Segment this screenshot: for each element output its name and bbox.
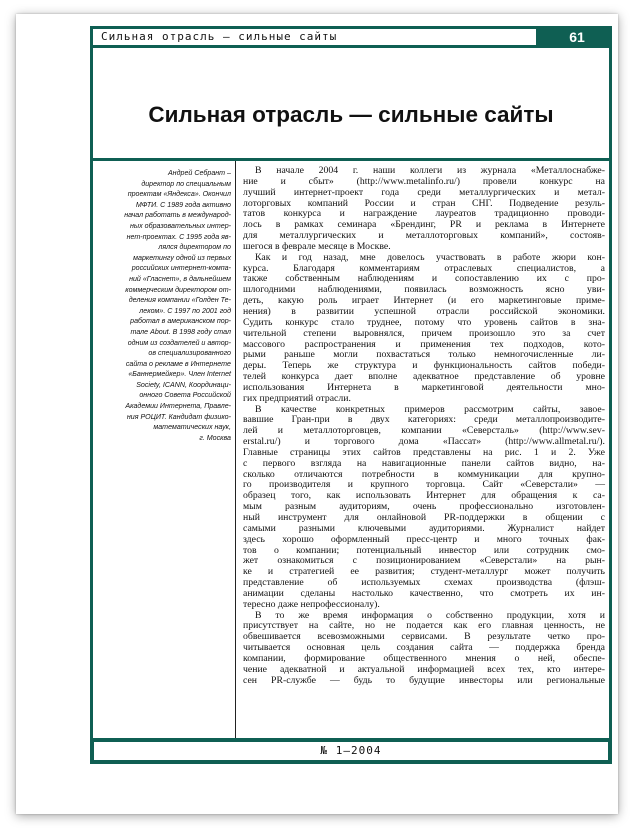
paragraph-line: также собственным наблюдениям и сопоставлению их с про-	[243, 273, 605, 285]
author-bio-line: сайта о рекламе в Интернете	[125, 359, 231, 368]
paragraph-line: Главные страницы этих сайтов представлены на рис. 1 и 2. Уже	[243, 446, 605, 458]
paragraph-line: использования Интернета в маркетинговой деятельности мно-	[243, 381, 605, 393]
paragraph-line: го производителя и крупного торговца. Сайт «Северстали» —	[243, 479, 605, 491]
paragraph-line: лоторговых компаний России и стран СНГ. Подведение резуль-	[243, 197, 605, 209]
author-bio-line: ов специализированного	[148, 349, 231, 358]
paragraph-line: курса. Благодаря комментариям отраслевых специалистов, а	[243, 262, 605, 274]
paragraph-line: мым разным аудиториям, очень профессионально изготовлен-	[243, 501, 605, 513]
running-title: Сильная отрасль – сильные сайты	[93, 29, 536, 45]
paragraph-line: для металлургических и металлоторговых компаний», состояв-	[243, 230, 605, 242]
author-bio-line: математических наук,	[153, 423, 231, 432]
paragraph-line: вавшие Гран-при в двух категориях: среди металлопроизводите-	[243, 414, 605, 426]
paragraph-line: шлогодними наблюдениями, появилась возможность ясно уви-	[243, 284, 605, 296]
paragraph-line: тов о компании; потенциальный инвестор или сотрудник смо-	[243, 544, 605, 556]
magazine-page	[16, 14, 618, 814]
paragraph-line: массового распространения и применения тех подходов, кото-	[243, 338, 605, 350]
author-bio-line: коммерческим директором от-	[125, 285, 231, 294]
author-bio-line: ния РОЦИТ. Кандидат физико-	[126, 412, 231, 421]
author-bio-line: тале About. В 1998 году стал	[130, 327, 231, 336]
column-divider	[235, 161, 236, 745]
paragraph-line: чительной степени выровнялся, причем произошло это за счет	[243, 327, 605, 339]
paragraph-line: здесь хорошо оформленный пресс-центр и много точных фак-	[243, 533, 605, 545]
paragraph-line: erstal.ru/) и торгового дома «Пассат» (http://www.allmetal.ru/).	[243, 436, 605, 448]
header-bar	[90, 26, 612, 48]
paragraph-line: телей конкурса дает вполне адекватное представление об уровне	[243, 371, 605, 383]
paragraph-line: лучший интернет-проект года среди металлургических и метал-	[243, 186, 605, 198]
article-paragraph	[243, 166, 605, 253]
author-bio	[97, 168, 231, 443]
paragraph-line: присутствует на сайте, но не подается как его главная ценность, не	[243, 620, 605, 632]
author-bio-line: онного Совета Российской	[139, 391, 231, 400]
author-bio-line: маркетингу одной из первых	[133, 253, 231, 262]
author-bio-line: директор по специальным	[141, 179, 231, 188]
author-bio-line: Андрей Себрант –	[167, 169, 231, 177]
paragraph-line: представление об используемых схемах производства (флэш-	[243, 577, 605, 589]
author-bio-line: работал в американском пор-	[130, 317, 231, 326]
paragraph-line: деть, какую роль играет Интернет (и его маркетинговые приме-	[243, 295, 605, 307]
paragraph-line: шегося в феврале месяце в Москве.	[243, 240, 391, 252]
footer-bar	[90, 738, 612, 764]
article-title: Сильная отрасль — сильные сайты	[148, 102, 554, 127]
author-bio-line: российских интернет-компа-	[131, 264, 231, 273]
author-bio-line: ний «Гласнет», в дальнейшем	[129, 274, 231, 283]
author-bio-line: ных образовательных интер-	[130, 221, 231, 230]
paragraph-line: сен PR-службе — будь то будущие инвесторы или региональные	[243, 674, 605, 686]
paragraph-line: тересно даже непрофессионалу).	[243, 598, 380, 610]
paragraph-line: Как и год назад, мне довелось участвовать в работе жюри кон-	[255, 251, 605, 263]
paragraph-line: лось в рамках семинара «Брендинг, PR и реклама в Интернете	[243, 219, 605, 231]
paragraph-line: В качестве конкретных примеров рассмотрим сайты, завое-	[255, 403, 605, 415]
paragraph-line: обвешивается всевозможными сервисами. В результате четко про-	[243, 631, 605, 643]
paragraph-line: анимации сделаны настолько качественно, что смотреть их ин-	[243, 587, 605, 599]
author-bio-line: «Баннермейкер». Член Internet	[128, 370, 231, 379]
paragraph-line: лей и металлоторговцев, компании «Северсталь» (http://www.sev-	[243, 425, 605, 437]
page-number: 61	[569, 29, 585, 45]
paragraph-line: ке и стратегией ее развития; студент-металлург может получить	[243, 566, 605, 578]
author-bio-line: Society, ICANN, Координаци-	[136, 380, 231, 389]
paragraph-line: образец того, как использовать Интернет для обращения к са-	[243, 490, 605, 502]
paragraph-line: самыми разными ключевыми аудиториями. Журналист найдет	[243, 522, 605, 534]
paragraph-line: В то же время информация о собственно продукции, хотя и	[255, 609, 605, 621]
paragraph-line: рыми раньше могли похвастаться только немногочисленные ли-	[243, 349, 605, 361]
paragraph-line: татов конкурса и награждение лауреатов традиционно проводи-	[243, 208, 605, 220]
paragraph-line: чение адекватной и актуальной информацией всех тех, кто интере-	[243, 663, 605, 675]
paragraph-line: ние и сбыт» (http://www.metalinfo.ru/) провели конкурс на	[243, 175, 605, 187]
paragraph-line: сколько отличаются потребности в коммуникации для крупно-	[243, 468, 605, 480]
article-paragraph	[243, 253, 605, 405]
paragraph-line: читывается основная цель создания сайта — поддержка бренда	[243, 642, 605, 654]
paragraph-line: компании, формирование общественного мнения о ней, обеспе-	[243, 652, 605, 664]
author-bio-line: начал работать в международ-	[124, 211, 231, 220]
paragraph-line: гих предприятий отрасли.	[243, 392, 351, 404]
author-bio-line: лялся директором по	[158, 243, 231, 252]
author-bio-line: проектам «Яндекса». Окончил	[127, 190, 231, 199]
issue-number: № 1–2004	[94, 742, 608, 760]
paragraph-line: ный инструмент для онлайновой PR-поддержки в общении с	[243, 512, 605, 523]
paragraph-line: Судить конкурс стало труднее, потому что уровень сайтов в зна-	[243, 316, 605, 328]
author-bio-line: Академии Интернета, Правле-	[125, 402, 231, 411]
author-bio-line: нет-проектах. С 1995 года яв-	[126, 232, 231, 241]
paragraph-line: с первого взгляда на навигационные панели сайтов видно, на-	[243, 457, 605, 469]
article-frame	[90, 48, 612, 748]
author-bio-line: одним из создателей и автор-	[127, 338, 231, 347]
article-paragraph	[243, 405, 605, 611]
author-bio-line: леком». С 1997 по 2001 год	[139, 306, 231, 315]
author-bio-line: г. Москва	[199, 433, 231, 442]
title-divider	[93, 158, 609, 161]
paragraph-line: нения) в развитии успешной отрасли российской экономики.	[243, 305, 605, 317]
article-body	[243, 166, 605, 687]
author-bio-line: МФТИ. С 1989 года активно	[135, 200, 231, 209]
paragraph-line: жет ознакомиться с позиционированием «Северстали» на рын-	[243, 555, 605, 567]
paragraph-line: В начале 2004 г. наши коллеги из журнала «Металлоснабже-	[255, 165, 605, 176]
paragraph-line: деры. Теперь же структура и функциональность сайтов победи-	[243, 360, 605, 372]
author-bio-line: деления компании «Голден Те-	[128, 296, 231, 305]
article-paragraph	[243, 611, 605, 687]
